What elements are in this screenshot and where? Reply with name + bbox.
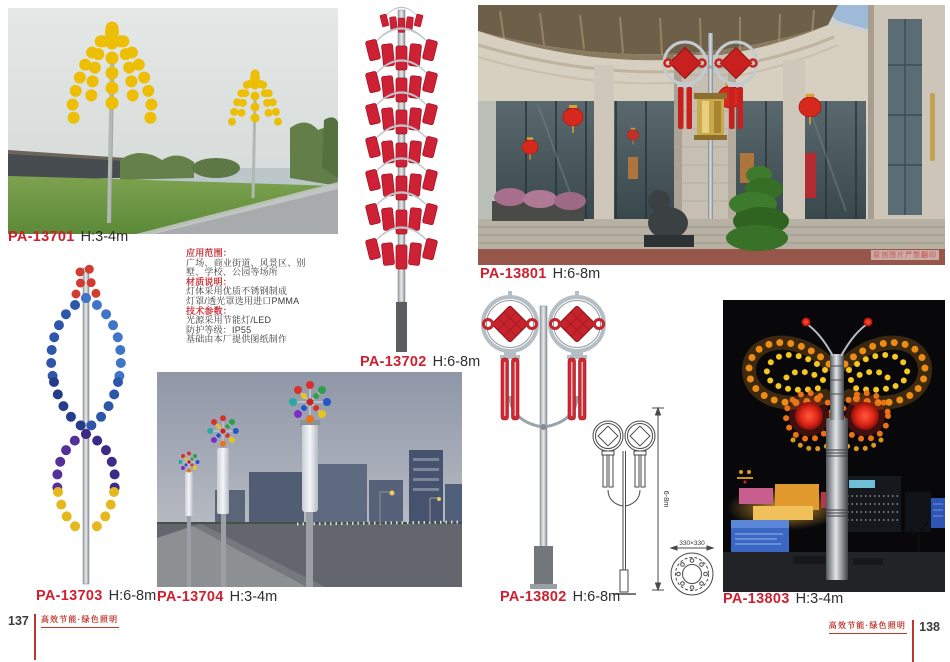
flange-dimension-label: 330×330 [679, 540, 705, 547]
building-photo-svg [478, 5, 945, 265]
specs-line: 防护等级：IP55 [186, 324, 252, 335]
product-label-pa13801 [480, 267, 600, 283]
product-height: H:6-8m [552, 266, 601, 282]
flange-detail [671, 546, 713, 595]
specs-application-title: 应用范围： [186, 248, 233, 258]
flower-planters [492, 188, 586, 221]
height-dimension-label: 6-8m [662, 490, 671, 508]
footer-left [8, 614, 119, 660]
lamp-outline [593, 421, 655, 594]
photo-watermark: 原创图片严禁翻印 [873, 252, 937, 259]
lamp-pole [826, 418, 848, 580]
specs-tech-title: 技术参数： [186, 305, 233, 316]
product-label-pa13703 [36, 589, 156, 605]
night-photo-svg [723, 300, 945, 592]
product-model: PA-13801 [480, 266, 547, 282]
footer-divider [34, 614, 36, 660]
specs-line: 墅、学校、公园等场所 [186, 267, 279, 278]
footer-right [829, 620, 940, 662]
photo-pa13801-building [478, 5, 945, 265]
product-height: H:3-4m [229, 589, 278, 605]
spiral-ball-lamp-svg [14, 252, 159, 588]
gold-lantern [694, 93, 727, 140]
specs-material-title: 材质说明： [186, 276, 233, 287]
photo-pa13803-night [723, 300, 945, 592]
footer-divider [912, 620, 914, 662]
product-model: PA-13701 [8, 229, 75, 245]
photo-pa13704-street [157, 372, 462, 587]
product-image-pa13702 [338, 2, 468, 354]
park-photo-svg [8, 8, 338, 234]
photo-pa13701-park [8, 8, 338, 234]
specs-line: 灯罩/透光罩选用进口PMMA [186, 295, 300, 306]
product-model: PA-13802 [500, 589, 567, 605]
technical-drawing-svg [590, 398, 725, 603]
product-model: PA-13704 [157, 589, 224, 605]
product-image-pa13703 [14, 252, 159, 588]
product-height: H:6-8m [572, 589, 621, 605]
product-model: PA-13703 [36, 588, 103, 604]
stone-column [594, 65, 614, 219]
specs-line: 广场、商业街道、风景区、别 [186, 257, 306, 268]
product-label-pa13702 [360, 355, 480, 371]
pole-base [534, 546, 553, 586]
product-height: H:6-8m [432, 354, 481, 370]
specs-line: 灯体采用优质不锈钢制成 [186, 286, 288, 297]
technical-drawing-pa13802 [590, 398, 725, 603]
product-model: PA-13803 [723, 591, 790, 607]
product-specs [186, 249, 346, 345]
pole-base [396, 302, 407, 352]
street-photo-svg [157, 372, 462, 587]
specs-line: 基础由本厂提供图纸制作 [186, 334, 288, 345]
product-height: H:3-4m [80, 229, 129, 245]
specs-line: 光源采用节能灯/LED [186, 315, 272, 326]
product-model: PA-13702 [360, 354, 427, 370]
product-label-pa13803 [723, 592, 843, 608]
billboard [731, 520, 789, 552]
product-label-pa13802 [500, 590, 620, 606]
product-height: H:6-8m [108, 588, 157, 604]
footer-slogan: 高效节能·绿色照明 [41, 614, 119, 628]
red-wing-lamp [795, 402, 823, 430]
product-label-pa13701 [8, 230, 128, 246]
red-tiered-lamp-svg [338, 2, 468, 354]
product-label-pa13704 [157, 590, 277, 606]
page-number-right: 138 [919, 620, 940, 634]
lamp-pole [540, 306, 547, 568]
footer-slogan: 高效节能·绿色照明 [829, 620, 907, 634]
page-number-left: 137 [8, 614, 29, 628]
butterfly-body [830, 354, 844, 420]
product-height: H:3-4m [795, 591, 844, 607]
